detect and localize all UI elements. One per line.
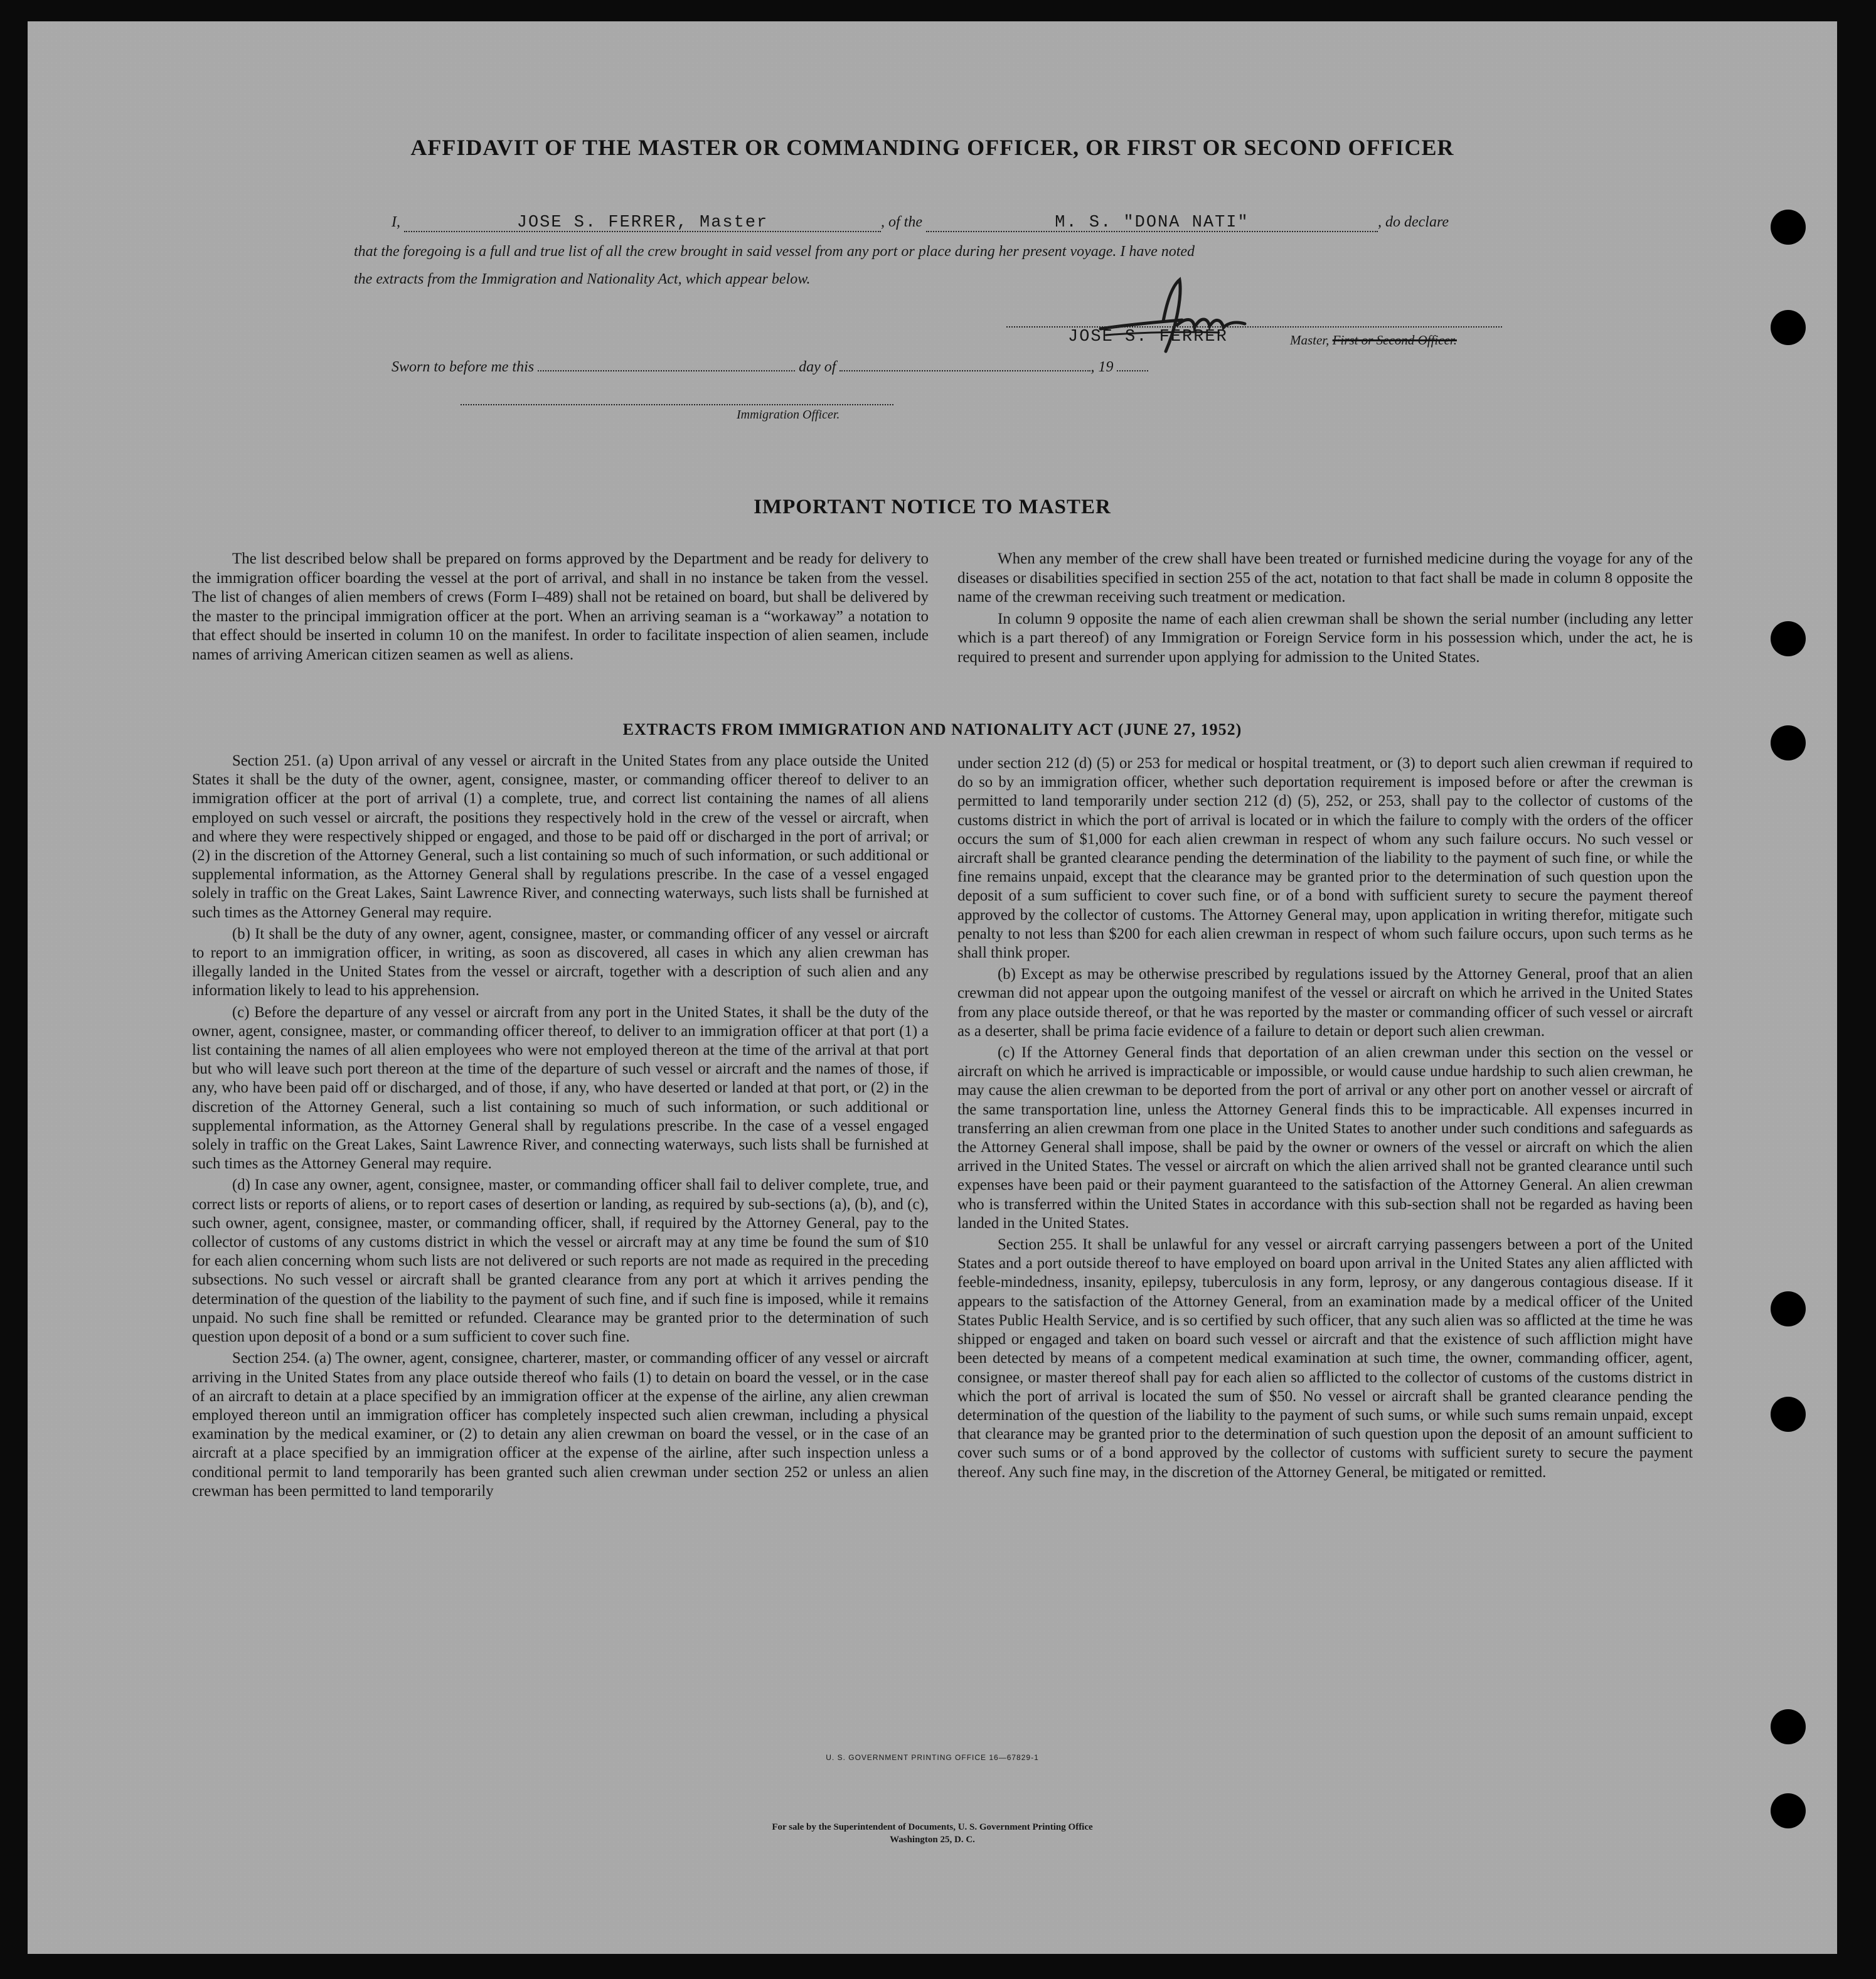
- printing-office-imprint: U. S. GOVERNMENT PRINTING OFFICE 16—67829-1: [826, 1753, 1039, 1762]
- notice-title: IMPORTANT NOTICE TO MASTER: [754, 496, 1111, 518]
- punch-hole: [1771, 310, 1806, 345]
- master-role-label: Master,: [1290, 333, 1330, 348]
- extract-paragraph: (c) If the Attorney General finds that deportation of an alien crewman under this section on the vessel or aircraft on which he arrived is impracticable or impossible, or would cause undue hardship to such alien crewman, he may cause the alien crewman to be deported from the port of arrival or any other port on another vessel or aircraft of the same transportation line, unless the Attorney General finds this to be impracticable. All expenses incurred in transferring an alien crewman from one place in the United States to another under such conditions and safeguards as the Attorney General shall impose, shall be paid by the owner or owners of the vessel or aircraft on which the alien arrived in the United States. The vessel or aircraft on which the alien arrived shall not be granted clearance until such expenses have been paid or their payment guaranteed to the satisfaction of the Attorney General. An alien crewman who is transferred within the United States in accordance with this sub-section shall not be regarded as having been landed in the United States.: [957, 1044, 1693, 1232]
- extract-paragraph: (b) Except as may be otherwise prescribed by regulations issued by the Attorney General, proof that an alien crewman did not appear upon the outgoing manifest of the vessel or aircraft on which he arrived in the United States from any place outside thereof, or that he was reported by the master or commanding officer of such vessel or aircraft as a deserter, shall be prima facie evidence of a failure to detain or deport such alien crewman.: [957, 966, 1693, 1040]
- declaration-line: [392, 213, 1449, 232]
- sworn-day-field: [538, 353, 795, 371]
- vessel-name-field: [926, 213, 1378, 232]
- signatory-role: [1290, 333, 1457, 348]
- extract-paragraph: Section 251. (a) Upon arrival of any vessel or aircraft in the United States from any place outside the United States it shall be the duty of the owner, agent, consignee, master, or commanding officer thereof to deliver to an immigration officer at the port of arrival (1) a complete, true, and correct list containing the names of all aliens employed on such vessel or aircraft, the positions they respectively hold in the crew of the vessel or aircraft, when and where they were respectively shipped or engaged, and those to be paid off or discharged in the port of arrival; or (2) in the discretion of the Attorney General, such a list containing so much of such information, or such additional or supplemental information, as the Attorney General shall by regulations prescribe. In the case of a vessel engaged solely in traffic on the Great Lakes, Saint Lawrence River, and connecting waterways, such lists shall be furnished at such times as the Attorney General may require.: [192, 752, 929, 921]
- year-label: , 19: [1090, 359, 1114, 375]
- master-name-field: [404, 213, 881, 232]
- extracts-right-column: [957, 754, 1693, 1485]
- punch-hole: [1771, 1397, 1806, 1432]
- extract-paragraph: under section 212 (d) (5) or 253 for medical or hospital treatment, or (3) to deport such alien crewman if required to do so by an immigration officer, whether such deportation requirement is imposed before or after the crewman is permitted to land temporarily under section 212 (d) (5), 252, or 253, shall pay to the collector of customs of the customs district in which the port of arrival is located or in which the failure to comply with the orders of the officer occurs the sum of $1,000 for each alien crewman in respect of whom any such failure occurs. No such vessel or aircraft shall be granted clearance pending the determination of the liability to the payment of such fine, or while the fine remains unpaid, except that the clearance may be granted prior to the determination of such question upon the deposit of a sum sufficient to cover such fine, or of a bond with sufficient surety to secure the payment thereof approved by the collector of customs. The Attorney General may, upon application in writing therefor, mitigate such penalty to not less than $200 for each alien crewman in respect of whom such failure occurs, upon such terms as he shall think proper.: [957, 755, 1693, 962]
- notice-paragraph: In column 9 opposite the name of each alien crewman shall be shown the serial number (including any letter which is a part thereof) of any Immigration or Foreign Service form in his possession which, under the act, he is required to present and surrender upon applying for admission to the United States.: [957, 610, 1693, 666]
- master-name-value: JOSE S. FERRER, Master: [516, 213, 769, 232]
- punch-hole: [1771, 1291, 1806, 1326]
- punch-hole: [1771, 1709, 1806, 1744]
- notice-paragraph: When any member of the crew shall have been treated or furnished medicine during the voyage for any of the diseases or disabilities specified in section 255 of the act, notation to that fact shall be made in column 8 opposite the name of the crewman receiving such treatment or medication.: [957, 550, 1693, 605]
- sworn-prefix: Sworn to before me this: [392, 359, 535, 375]
- signatory-typed-name: JOSE S. FERRER: [1068, 328, 1228, 346]
- affidavit-title: AFFIDAVIT OF THE MASTER OR COMMANDING OFFICER, OR FIRST OR SECOND OFFICER: [410, 135, 1454, 160]
- immigration-officer-label: Immigration Officer.: [737, 408, 840, 422]
- sale-notice-line-1: For sale by the Superintendent of Documents, U. S. Government Printing Office: [772, 1822, 1093, 1832]
- struck-officer-label: First or Second Officer.: [1332, 333, 1457, 348]
- sworn-year-field: [1117, 353, 1148, 371]
- punch-hole: [1771, 210, 1806, 245]
- punch-hole: [1771, 621, 1806, 656]
- notice-left-column: [192, 550, 929, 667]
- extracts-left-column: [192, 752, 929, 1503]
- vessel-name-value: M. S. "DONA NATI": [1055, 213, 1249, 232]
- i-label: I,: [392, 214, 400, 230]
- declaration-text-line-2: that the foregoing is a full and true list of all the crew brought in said vessel from any port or place during her present voyage. I have noted: [354, 243, 1195, 260]
- notice-right-column: [957, 550, 1693, 669]
- extract-paragraph: Section 255. It shall be unlawful for any vessel or aircraft carrying passengers between a port of the United States and a port outside thereof to have employed on board upon arrival in the United States any alien afflicted with feeble-mindedness, insanity, epilepsy, tuberculosis in any form, leprosy, or any dangerous contagious disease. If it appears to the satisfaction of the Attorney General, from an examination made by a medical officer of the United States Public Health Service, and is so certified by such officer, that any such alien was so afflicted at the time he was shipped or engaged and taken on board such vessel or aircraft and that the existence of such affliction might have been detected by means of a competent medical examination at such time, the owner, commanding officer, agent, consignee, or master thereof shall pay for each alien so afflicted to the collector of customs of the customs district in which the port of arrival is located the sum of $50. No vessel or aircraft shall be granted clearance pending the determination of the question of the liability to the payment of such sums, or while such sums remain unpaid, except that clearance may be granted prior to the determination of such question upon the deposit of an amount sufficient to cover such sums or of a bond approved by the collector of customs with sufficient surety to secure the payment thereof. Any such fine may, in the discretion of the Attorney General, be mitigated or remitted.: [957, 1236, 1693, 1481]
- do-declare-label: , do declare: [1378, 214, 1449, 230]
- notice-paragraph: The list described below shall be prepared on forms approved by the Department and be ready for delivery to the immigration officer boarding the vessel at the port of arrival, and shall in no instance be taken from the vessel. The list of changes of alien members of crews (Form I–489) shall not be retained on board, but shall be delivered by the master to the principal immigration officer at the port. When an arriving seaman is a “workaway” a notation to that effect should be inserted in column 10 on the manifest. In order to facilitate inspection of alien seamen, include names of arriving American citizen seamen as well as aliens.: [192, 550, 929, 663]
- document-sheet: [28, 21, 1837, 1954]
- sworn-line: [392, 353, 1148, 376]
- extract-paragraph: (b) It shall be the duty of any owner, agent, consignee, master, or commanding officer of any vessel or aircraft to report to an immigration officer, in writing, as soon as discovered, all cases in which any alien crewman has illegally landed in the United States from the vessel or aircraft, together with a description of such alien and any information likely to lead to his apprehension.: [192, 925, 929, 1000]
- of-the-label: , of the: [881, 214, 922, 230]
- extracts-title: EXTRACTS FROM IMMIGRATION AND NATIONALITY ACT (JUNE 27, 1952): [622, 720, 1242, 739]
- declaration-text-line-3: the extracts from the Immigration and Nationality Act, which appear below.: [354, 271, 811, 287]
- extract-paragraph: (c) Before the departure of any vessel or aircraft from any port in the United States, it shall be the duty of the owner, agent, consignee, master, or commanding officer thereof, to deliver to an immigration officer at that port (1) a list containing the names of all alien employees who were not employed thereon at the time of the arrival at that port but who will leave such port thereon at the time of the departure of such vessel or aircraft and the names of those, if any, who have been paid off or discharged, and of those, if any, who have deserted or landed at that port, or (2) in the discretion of the Attorney General, such a list containing so much of such information, or such additional or supplemental information, as the Attorney General shall by regulations prescribe. In the case of a vessel engaged solely in traffic on the Great Lakes, Saint Lawrence River, and connecting waterways, such lists shall be furnished at such times as the Attorney General may require.: [192, 1003, 929, 1173]
- extract-paragraph: Section 254. (a) The owner, agent, consignee, charterer, master, or commanding officer of any vessel or aircraft arriving in the United States from any place outside thereof who fails (1) to detain on board the vessel, or in the case of an aircraft to detain at a place specified by an immigration officer at the expense of the airline, any alien crewman employed thereon until an immigration officer has completely inspected such alien crewman, including a physical examination by the medical examiner, or (2) to detain any alien crewman on board the vessel, or in the case of an aircraft at a place specified by an immigration officer at the expense of the airline, after such inspection unless a conditional permit to land temporarily has been granted such alien crewman under section 252 or unless an alien crewman has been permitted to land temporarily: [192, 1350, 929, 1500]
- extract-paragraph: (d) In case any owner, agent, consignee, master, or commanding officer shall fail to deliver complete, true, and correct lists or reports of aliens, or to report cases of desertion or landing, as required by sub-sections (a), (b), and (c), such owner, agent, consignee, master, or commanding officer, shall, if required by the Attorney General, pay to the collector of customs of any customs district in which the vessel or aircraft may at any time be found the sum of $10 for each alien concerning whom such lists are not delivered or such reports are not made as required in the preceding subsections. No such vessel or aircraft shall be granted clearance from any port at which it arrives pending the determination of the question of the liability to the payment of such fine, and if such fine is imposed, while it remains unpaid. No such fine shall be remitted or refunded. Clearance may be granted prior to the determination of such question upon deposit of a bond or a sum sufficient to cover such fine.: [192, 1176, 929, 1346]
- immigration-officer-line: [461, 404, 893, 405]
- sworn-month-field: [839, 353, 1090, 371]
- sale-notice-line-2: Washington 25, D. C.: [890, 1835, 975, 1845]
- day-of-label: day of: [799, 359, 836, 375]
